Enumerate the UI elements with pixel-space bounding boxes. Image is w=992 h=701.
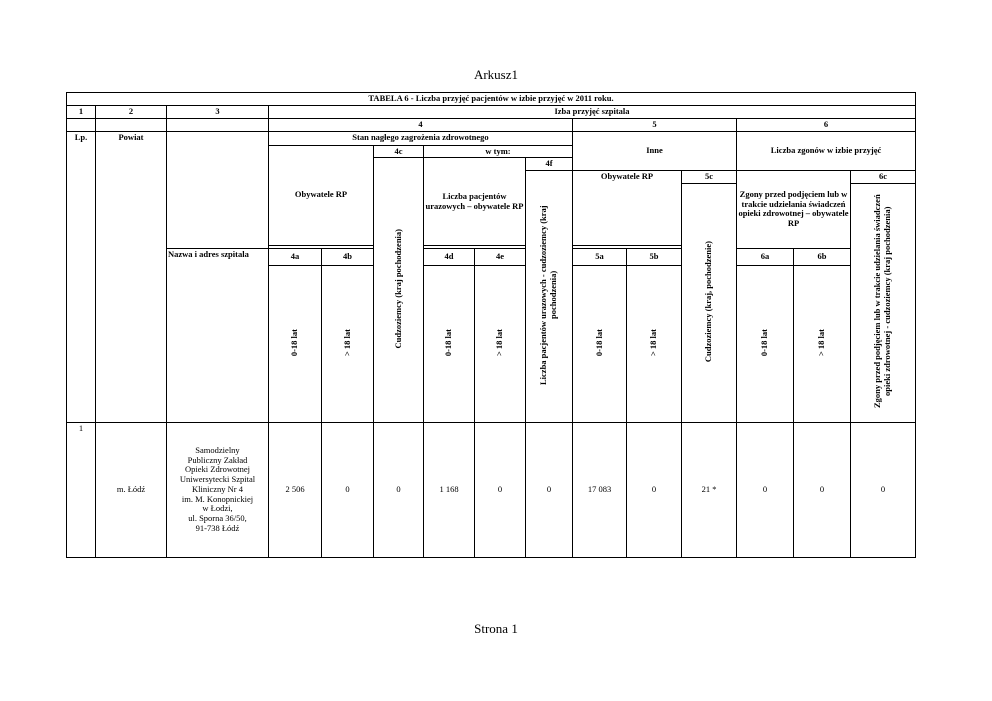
- blank-cell: [67, 118, 96, 131]
- blank-cell: [167, 131, 269, 248]
- page-footer: Strona 1: [474, 621, 518, 636]
- lp-header: Lp.: [67, 131, 96, 422]
- table-row: [67, 422, 916, 557]
- admissions-table: [66, 92, 916, 558]
- table-title: TABELA 6 - Liczba przyjęć pacjentów w izbie przyjęć w 2011 roku.: [67, 93, 916, 106]
- cudzoziemcy-5c-text: Cudzoziemcy (kraj, pochodzenie): [703, 240, 714, 362]
- group-6-index: 6: [737, 118, 916, 131]
- group-5-index: 5: [573, 118, 737, 131]
- code-4c: 4c: [374, 145, 424, 158]
- zgony-cudz-text: Zgony przed podjęciem lub w trakcie udzielania świadczeń opieki zdrowotnej - cudzoziemcy (kraj pochodzenia): [872, 194, 892, 409]
- age-4b-text: > 18 lat: [341, 328, 352, 356]
- age-5a-text: 0-18 lat: [593, 328, 604, 357]
- zgony-header: Liczba zgonów w izbie przyjęć: [737, 131, 916, 171]
- age-6a-text: 0-18 lat: [759, 328, 770, 357]
- zgony-rp-header: Zgony przed podjęciem lub w trakcie udzielania świadczeń opieki zdrowotnej – obywatele RP: [737, 171, 851, 249]
- sheet-title: Arkusz1: [473, 67, 519, 82]
- code-5b: 5b: [627, 248, 682, 265]
- row-5b: 0: [627, 422, 682, 557]
- row-lp: 1: [67, 422, 96, 557]
- urazowi-cudz-header: [526, 171, 573, 423]
- cudzoziemcy-5c-header: [682, 183, 737, 422]
- age-6b-text: > 18 lat: [816, 328, 827, 356]
- code-4d: 4d: [424, 248, 475, 265]
- row-4e: 0: [475, 422, 526, 557]
- col-index-3: 3: [167, 105, 269, 118]
- row-6a: 0: [737, 422, 794, 557]
- row-powiat: m. Łódź: [96, 422, 167, 557]
- age-5a: [573, 265, 627, 422]
- w-tym-header: w tym:: [424, 145, 573, 158]
- row-6b: 0: [794, 422, 851, 557]
- cudzoziemcy-4c-header: [374, 158, 424, 423]
- urazowi-rp-header: Liczba pacjentów urazowych – obywatele RP: [424, 158, 526, 246]
- zgony-cudz-header: [851, 183, 916, 422]
- age-4d: [424, 265, 475, 422]
- row-4a: 2 506: [269, 422, 322, 557]
- code-6a: 6a: [737, 248, 794, 265]
- code-4e: 4e: [475, 248, 526, 265]
- code-4f: 4f: [526, 158, 573, 171]
- row-4d: 1 168: [424, 422, 475, 557]
- inne-header: Inne: [573, 131, 737, 171]
- row-hospital: Samodzielny Publiczny Zakład Opieki Zdrowotnej Uniwersytecki Szpital Kliniczny Nr 4 im. M. Konopnickiej w Łodzi, ul. Sporna 36/50, 91-738 Łódź: [167, 422, 269, 557]
- col-index-1: 1: [67, 105, 96, 118]
- row-4b: 0: [322, 422, 374, 557]
- age-4e: [475, 265, 526, 422]
- code-4b: 4b: [322, 248, 374, 265]
- age-5b: [627, 265, 682, 422]
- age-4e-text: > 18 lat: [494, 328, 505, 356]
- code-5a: 5a: [573, 248, 627, 265]
- age-4a-text: 0-18 lat: [289, 328, 300, 357]
- code-6c: 6c: [851, 171, 916, 184]
- cudzoziemcy-4c-text: Cudzoziemcy (kraj pochodzenia): [392, 228, 403, 349]
- code-6b: 6b: [794, 248, 851, 265]
- obywatele-rp-header: Obywatele RP: [269, 145, 374, 245]
- obywatele-rp-5-header: Obywatele RP: [573, 171, 682, 246]
- row-4f: 0: [526, 422, 573, 557]
- code-4a: 4a: [269, 248, 322, 265]
- hospital-header: Nazwa i adres szpitala: [167, 248, 269, 422]
- age-4b: [322, 265, 374, 422]
- age-6a: [737, 265, 794, 422]
- row-5a: 17 083: [573, 422, 627, 557]
- blank-cell: [167, 118, 269, 131]
- age-4d-text: 0-18 lat: [443, 328, 454, 357]
- age-4a: [269, 265, 322, 422]
- group-4-index: 4: [269, 118, 573, 131]
- code-5c: 5c: [682, 171, 737, 184]
- row-4c: 0: [374, 422, 424, 557]
- powiat-header: Powiat: [96, 131, 167, 422]
- izba-header: Izba przyjęć szpitala: [269, 105, 916, 118]
- age-6b: [794, 265, 851, 422]
- blank-cell: [96, 118, 167, 131]
- urazowi-cudz-text: Liczba pacjentów urazowych - cudzoziemcy (kraj pochodzenia): [538, 205, 558, 385]
- row-5c: 21 *: [682, 422, 737, 557]
- stan-header: Stan nagłego zagrożenia zdrowotnego: [269, 131, 573, 145]
- col-index-2: 2: [96, 105, 167, 118]
- age-5b-text: > 18 lat: [648, 328, 659, 356]
- row-6c: 0: [851, 422, 916, 557]
